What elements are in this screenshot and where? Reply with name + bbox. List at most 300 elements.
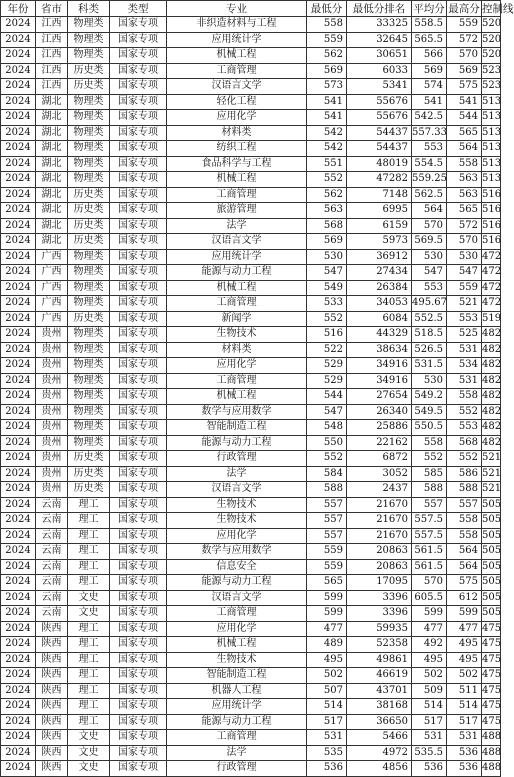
cell-subject-category: 物理类 [68,156,110,172]
cell-min-rank: 26340 [347,404,412,420]
table-row [1,513,501,529]
cell-subject-category: 物理类 [68,420,110,436]
cell-min-rank: 4972 [347,745,412,761]
cell-year: 2024 [1,544,36,560]
table-row [1,730,501,746]
cell-avg-score: 553 [412,141,447,157]
cell-subject-category: 物理类 [68,172,110,188]
cell-min-rank: 54437 [347,125,412,141]
cell-min-score: 559 [307,544,347,560]
cell-min-rank: 36912 [347,249,412,265]
cell-subject-category: 物理类 [68,404,110,420]
cell-year: 2024 [1,32,36,48]
cell-min-rank: 21670 [347,528,412,544]
cell-avg-score: 562.5 [412,187,447,203]
cell-subject-category: 物理类 [68,280,110,296]
cell-major: 非织造材料与工程 [167,17,307,33]
cell-avg-score: 569 [412,63,447,79]
cell-major: 汉语言文学 [167,79,307,95]
cell-control-line: 513 [482,94,501,110]
cell-enrollment-type: 国家专项 [110,48,167,64]
cell-min-rank: 20863 [347,559,412,575]
cell-province: 贵州 [36,420,68,436]
cell-enrollment-type: 国家专项 [110,590,167,606]
cell-major: 智能制造工程 [167,668,307,684]
cell-major: 新闻学 [167,311,307,327]
cell-enrollment-type: 国家专项 [110,79,167,95]
cell-province: 湖北 [36,234,68,250]
cell-max-score: 572 [447,218,482,234]
cell-avg-score: 599 [412,606,447,622]
cell-subject-category: 历史类 [68,311,110,327]
cell-min-rank: 34053 [347,296,412,312]
cell-max-score: 558 [447,389,482,405]
cell-province: 陕西 [36,668,68,684]
cell-min-score: 569 [307,234,347,250]
table-row [1,668,501,684]
cell-major: 智能制造工程 [167,420,307,436]
cell-enrollment-type: 国家专项 [110,172,167,188]
cell-province: 湖北 [36,110,68,126]
cell-year: 2024 [1,373,36,389]
table-row [1,156,501,172]
cell-max-score: 559 [447,280,482,296]
cell-enrollment-type: 国家专项 [110,327,167,343]
cell-control-line: 488 [482,730,501,746]
cell-year: 2024 [1,218,36,234]
cell-subject-category: 物理类 [68,94,110,110]
cell-max-score: 586 [447,466,482,482]
cell-enrollment-type: 国家专项 [110,280,167,296]
cell-province: 云南 [36,575,68,591]
cell-year: 2024 [1,683,36,699]
cell-province: 广西 [36,249,68,265]
cell-major: 机器人工程 [167,683,307,699]
cell-province: 湖北 [36,156,68,172]
cell-control-line: 505 [482,544,501,560]
cell-subject-category: 物理类 [68,125,110,141]
cell-min-score: 557 [307,528,347,544]
cell-control-line: 513 [482,172,501,188]
cell-min-score: 542 [307,141,347,157]
cell-avg-score: 561.5 [412,559,447,575]
cell-max-score: 514 [447,699,482,715]
cell-min-score: 489 [307,637,347,653]
cell-min-score: 533 [307,296,347,312]
cell-major: 机械工程 [167,637,307,653]
cell-province: 云南 [36,528,68,544]
table-row [1,342,501,358]
table-row [1,404,501,420]
cell-control-line: 475 [482,652,501,668]
cell-year: 2024 [1,559,36,575]
cell-control-line: 516 [482,203,501,219]
cell-min-rank: 6159 [347,218,412,234]
cell-control-line: 482 [482,373,501,389]
cell-control-line: 475 [482,637,501,653]
cell-min-score: 551 [307,156,347,172]
cell-min-rank: 44329 [347,327,412,343]
cell-year: 2024 [1,358,36,374]
cell-enrollment-type: 国家专项 [110,544,167,560]
cell-province: 云南 [36,606,68,622]
cell-min-rank: 6872 [347,451,412,467]
header-min-rank: 最低分排名 [347,1,412,17]
cell-year: 2024 [1,652,36,668]
cell-province: 贵州 [36,342,68,358]
cell-control-line: 505 [482,590,501,606]
cell-control-line: 520 [482,17,501,33]
cell-avg-score: 559.25 [412,172,447,188]
cell-enrollment-type: 国家专项 [110,606,167,622]
cell-avg-score: 564 [412,203,447,219]
cell-year: 2024 [1,730,36,746]
cell-province: 陕西 [36,652,68,668]
header-min-score: 最低分 [307,1,347,17]
cell-max-score: 525 [447,327,482,343]
cell-enrollment-type: 国家专项 [110,203,167,219]
cell-min-score: 531 [307,730,347,746]
cell-year: 2024 [1,342,36,358]
cell-major: 数学与应用数学 [167,404,307,420]
cell-subject-category: 历史类 [68,234,110,250]
table-row [1,745,501,761]
cell-max-score: 502 [447,668,482,684]
cell-min-score: 535 [307,745,347,761]
header-enrollment-type: 类型 [110,1,167,17]
table-row [1,48,501,64]
cell-max-score: 563 [447,172,482,188]
cell-subject-category: 理工 [68,621,110,637]
cell-min-score: 552 [307,451,347,467]
cell-enrollment-type: 国家专项 [110,373,167,389]
cell-subject-category: 文史 [68,730,110,746]
cell-year: 2024 [1,668,36,684]
cell-max-score: 541 [447,94,482,110]
cell-max-score: 570 [447,234,482,250]
cell-avg-score: 531.5 [412,358,447,374]
cell-avg-score: 547 [412,265,447,281]
cell-min-score: 569 [307,63,347,79]
cell-avg-score: 526.5 [412,342,447,358]
cell-year: 2024 [1,420,36,436]
cell-province: 陕西 [36,714,68,730]
cell-major: 工商管理 [167,187,307,203]
cell-enrollment-type: 国家专项 [110,668,167,684]
table-row [1,234,501,250]
cell-enrollment-type: 国家专项 [110,435,167,451]
cell-major: 应用化学 [167,110,307,126]
cell-province: 广西 [36,265,68,281]
cell-min-rank: 22162 [347,435,412,451]
cell-avg-score: 585 [412,466,447,482]
cell-min-score: 477 [307,621,347,637]
cell-enrollment-type: 国家专项 [110,125,167,141]
cell-min-rank: 17095 [347,575,412,591]
cell-min-score: 559 [307,32,347,48]
table-row [1,311,501,327]
cell-avg-score: 558.5 [412,17,447,33]
cell-avg-score: 557.5 [412,513,447,529]
cell-avg-score: 536 [412,761,447,777]
cell-province: 云南 [36,544,68,560]
table-row [1,652,501,668]
table-row [1,699,501,715]
cell-enrollment-type: 国家专项 [110,528,167,544]
table-row [1,327,501,343]
cell-major: 信息安全 [167,559,307,575]
cell-major: 法学 [167,745,307,761]
cell-min-score: 599 [307,606,347,622]
cell-year: 2024 [1,389,36,405]
cell-year: 2024 [1,513,36,529]
cell-max-score: 564 [447,544,482,560]
cell-min-rank: 32645 [347,32,412,48]
cell-enrollment-type: 国家专项 [110,745,167,761]
cell-province: 江西 [36,17,68,33]
cell-avg-score: 535.5 [412,745,447,761]
cell-min-score: 536 [307,761,347,777]
table-row [1,17,501,33]
cell-year: 2024 [1,761,36,777]
cell-province: 云南 [36,513,68,529]
table-row [1,544,501,560]
cell-min-score: 562 [307,187,347,203]
cell-year: 2024 [1,156,36,172]
cell-subject-category: 物理类 [68,32,110,48]
cell-avg-score: 552.5 [412,311,447,327]
cell-min-rank: 25886 [347,420,412,436]
cell-subject-category: 理工 [68,559,110,575]
cell-subject-category: 物理类 [68,265,110,281]
cell-enrollment-type: 国家专项 [110,451,167,467]
cell-year: 2024 [1,296,36,312]
table-body [1,17,501,777]
cell-enrollment-type: 国家专项 [110,265,167,281]
cell-subject-category: 文史 [68,606,110,622]
cell-max-score: 612 [447,590,482,606]
cell-year: 2024 [1,606,36,622]
cell-province: 陕西 [36,683,68,699]
table-row [1,280,501,296]
cell-min-score: 550 [307,435,347,451]
cell-major: 能源与动力工程 [167,265,307,281]
cell-subject-category: 物理类 [68,342,110,358]
cell-control-line: 516 [482,187,501,203]
cell-subject-category: 物理类 [68,389,110,405]
table-row [1,358,501,374]
cell-min-rank: 21670 [347,513,412,529]
cell-min-score: 530 [307,249,347,265]
cell-min-score: 559 [307,559,347,575]
cell-min-score: 568 [307,218,347,234]
cell-subject-category: 物理类 [68,327,110,343]
cell-min-score: 529 [307,373,347,389]
cell-min-rank: 55676 [347,110,412,126]
cell-avg-score: 542.5 [412,110,447,126]
cell-control-line: 472 [482,265,501,281]
table-row [1,187,501,203]
table-row [1,172,501,188]
cell-max-score: 495 [447,637,482,653]
cell-year: 2024 [1,234,36,250]
cell-max-score: 559 [447,17,482,33]
cell-max-score: 568 [447,435,482,451]
cell-avg-score: 588 [412,482,447,498]
cell-subject-category: 理工 [68,513,110,529]
cell-major: 法学 [167,218,307,234]
cell-province: 贵州 [36,373,68,389]
table-header-row [1,1,501,17]
table-row [1,296,501,312]
cell-major: 工商管理 [167,63,307,79]
cell-min-rank: 6995 [347,203,412,219]
cell-min-score: 542 [307,125,347,141]
table-row [1,373,501,389]
cell-min-score: 495 [307,652,347,668]
cell-min-rank: 33325 [347,17,412,33]
cell-major: 能源与动力工程 [167,714,307,730]
table-row [1,606,501,622]
cell-enrollment-type: 国家专项 [110,559,167,575]
cell-avg-score: 554.5 [412,156,447,172]
cell-min-rank: 54437 [347,141,412,157]
cell-year: 2024 [1,265,36,281]
cell-enrollment-type: 国家专项 [110,249,167,265]
cell-province: 云南 [36,497,68,513]
cell-min-rank: 52358 [347,637,412,653]
cell-province: 陕西 [36,621,68,637]
cell-min-rank: 3052 [347,466,412,482]
cell-year: 2024 [1,94,36,110]
cell-enrollment-type: 国家专项 [110,637,167,653]
cell-min-rank: 34916 [347,358,412,374]
cell-min-score: 514 [307,699,347,715]
cell-avg-score: 492 [412,637,447,653]
cell-year: 2024 [1,435,36,451]
cell-min-score: 541 [307,94,347,110]
cell-enrollment-type: 国家专项 [110,389,167,405]
cell-subject-category: 物理类 [68,141,110,157]
cell-min-rank: 34916 [347,373,412,389]
cell-max-score: 563 [447,187,482,203]
cell-min-score: 544 [307,389,347,405]
cell-min-rank: 3396 [347,590,412,606]
cell-enrollment-type: 国家专项 [110,311,167,327]
cell-enrollment-type: 国家专项 [110,17,167,33]
table-row [1,141,501,157]
cell-avg-score: 570 [412,218,447,234]
cell-enrollment-type: 国家专项 [110,110,167,126]
cell-max-score: 569 [447,63,482,79]
cell-major: 生物技术 [167,652,307,668]
cell-enrollment-type: 国家专项 [110,513,167,529]
cell-year: 2024 [1,451,36,467]
cell-enrollment-type: 国家专项 [110,575,167,591]
cell-province: 贵州 [36,435,68,451]
cell-province: 湖北 [36,218,68,234]
cell-major: 工商管理 [167,296,307,312]
cell-year: 2024 [1,280,36,296]
cell-enrollment-type: 国家专项 [110,218,167,234]
cell-min-score: 547 [307,265,347,281]
cell-province: 陕西 [36,637,68,653]
cell-subject-category: 理工 [68,544,110,560]
cell-control-line: 521 [482,451,501,467]
cell-major: 旅游管理 [167,203,307,219]
cell-max-score: 565 [447,125,482,141]
cell-min-score: 573 [307,79,347,95]
cell-subject-category: 物理类 [68,249,110,265]
cell-control-line: 505 [482,497,501,513]
cell-min-rank: 20863 [347,544,412,560]
cell-max-score: 534 [447,358,482,374]
cell-province: 贵州 [36,389,68,405]
cell-avg-score: 518.5 [412,327,447,343]
cell-year: 2024 [1,79,36,95]
cell-max-score: 564 [447,559,482,575]
cell-avg-score: 477 [412,621,447,637]
cell-avg-score: 531 [412,730,447,746]
cell-min-rank: 55676 [347,94,412,110]
cell-max-score: 547 [447,265,482,281]
cell-major: 机械工程 [167,280,307,296]
table-row [1,761,501,777]
table-row [1,528,501,544]
cell-control-line: 519 [482,311,501,327]
cell-control-line: 513 [482,141,501,157]
cell-control-line: 513 [482,156,501,172]
cell-subject-category: 理工 [68,714,110,730]
table-row [1,265,501,281]
cell-min-rank: 47282 [347,172,412,188]
cell-avg-score: 566 [412,48,447,64]
cell-min-rank: 3396 [347,606,412,622]
cell-province: 贵州 [36,358,68,374]
cell-min-score: 599 [307,590,347,606]
cell-major: 材料类 [167,342,307,358]
cell-major: 数学与应用数学 [167,544,307,560]
cell-avg-score: 495 [412,652,447,668]
cell-max-score: 536 [447,761,482,777]
header-avg-score: 平均分 [413,2,445,15]
cell-major: 纺织工程 [167,141,307,157]
cell-min-rank: 59935 [347,621,412,637]
cell-avg-score: 550.5 [412,420,447,436]
cell-enrollment-type: 国家专项 [110,342,167,358]
cell-min-rank: 5973 [347,234,412,250]
cell-enrollment-type: 国家专项 [110,358,167,374]
cell-min-score: 588 [307,482,347,498]
cell-major: 应用化学 [167,528,307,544]
cell-max-score: 544 [447,110,482,126]
cell-subject-category: 理工 [68,637,110,653]
cell-min-score: 557 [307,513,347,529]
cell-control-line: 513 [482,110,501,126]
cell-year: 2024 [1,575,36,591]
cell-subject-category: 物理类 [68,17,110,33]
cell-max-score: 552 [447,404,482,420]
cell-subject-category: 物理类 [68,110,110,126]
cell-max-score: 553 [447,420,482,436]
cell-control-line: 505 [482,528,501,544]
cell-min-score: 552 [307,172,347,188]
cell-enrollment-type: 国家专项 [110,621,167,637]
cell-province: 广西 [36,280,68,296]
cell-major: 工商管理 [167,730,307,746]
cell-major: 食品科学与工程 [167,156,307,172]
cell-year: 2024 [1,125,36,141]
